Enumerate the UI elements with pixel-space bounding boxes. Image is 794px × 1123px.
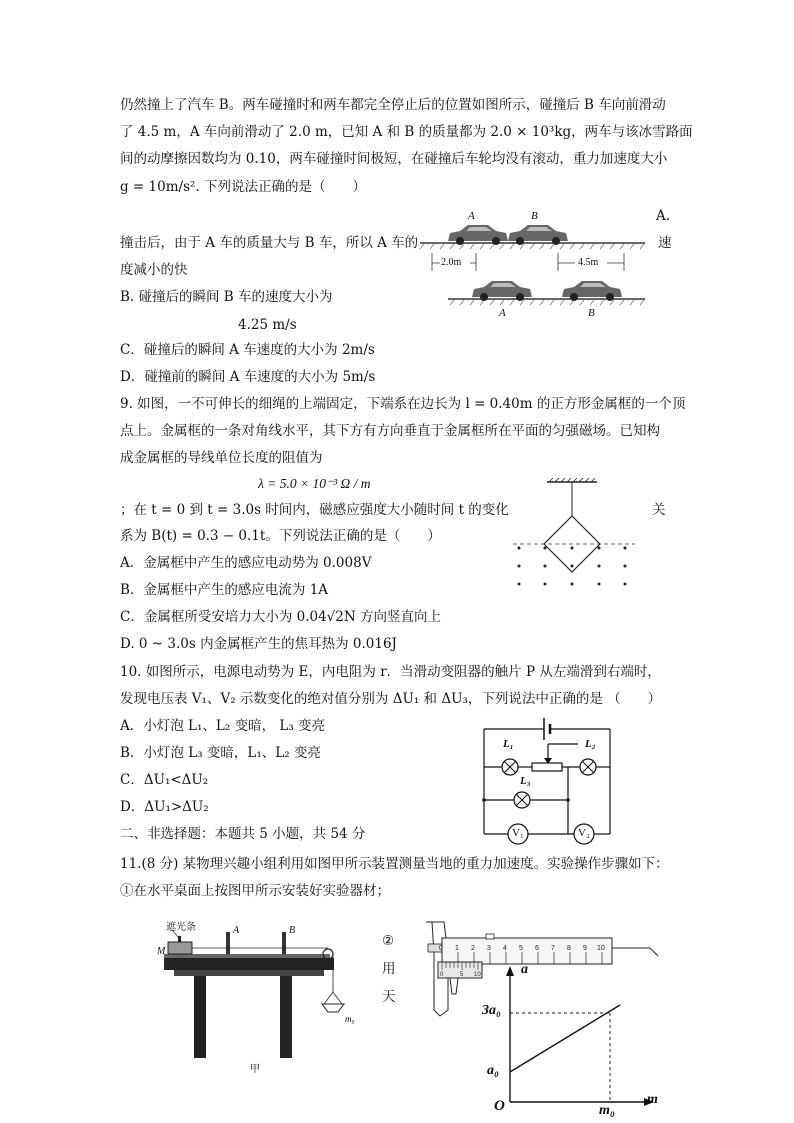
q8-line4: g = 10m/s². 下列说法正确的是（ ） [120, 179, 366, 195]
q11-step1: ①在水平桌面上按图甲所示安装好实验器材； [120, 883, 390, 899]
voltmeter-v2-label: V₂ [578, 827, 590, 839]
q8-line2: 了 4.5 m，A 车向前滑动了 2.0 m，已知 A 和 B 的质量都为 2.0 × 10³kg，两车与该冰雪路面 [120, 124, 693, 140]
q10-line1: 10. 如图所示，电源电动势为 E，内电阻为 r．当滑动变阻器的触片 P 从左端滑到右端时， [120, 664, 661, 680]
q10-circuit-figure [478, 714, 618, 842]
q10-option-c: C．ΔU₁<ΔU₂ [120, 772, 209, 788]
car-a-top [448, 225, 508, 245]
svg-text:2: 2 [471, 945, 475, 952]
q9-option-d: D. 0 ~ 3.0s 内金属框产生的焦耳热为 0.016J [120, 636, 397, 652]
q9-option-a: A．金属框中产生的感应电动势为 0.008V [120, 555, 372, 571]
q10-line2: 发现电压表 V₁、V₂ 示数变化的绝对值分别为 ΔU₁ 和 ΔU₃，下列说法中正确的是 （ ） [120, 691, 662, 707]
car-a-bottom-label: A [499, 307, 506, 319]
shade-strip-label: 遮光条 [166, 922, 196, 933]
q11-line1: 11.(8 分) 某物理兴趣小组利用如图甲所示装置测量当地的重力加速度。实验操作步骤如下： [120, 856, 669, 872]
q9-line2: 点上。金属框的一条对角线水平，其下方有方向垂直于金属框所在平面的匀强磁场。已知构 [120, 423, 660, 439]
svg-text:10: 10 [474, 972, 481, 978]
svg-text:3: 3 [487, 945, 491, 952]
car-a-top-label: A [468, 210, 475, 222]
mass-m0-label: m₀ [345, 1014, 355, 1024]
q8-line3: 间的动摩擦因数均为 0.10，两车碰撞时间极短，在碰撞后车轮均没有滚动，重力加速度大小 [120, 151, 668, 167]
svg-text:4: 4 [503, 945, 507, 952]
car-a-bottom [472, 281, 532, 301]
q9-option-c: C．金属框所受安培力大小为 0.04√2N 方向竖直向上 [120, 609, 441, 625]
q9-line1: 9. 如图，一不可伸长的细绳的上端固定，下端系在边长为 l = 0.40m 的正方形金属框的一个顶 [120, 396, 686, 412]
svg-text:0: 0 [439, 945, 443, 952]
distance-b-label: 4.5m [578, 257, 599, 268]
section-2-heading: 二、非选择题：本题共 5 小题，共 54 分 [120, 826, 366, 842]
q8-option-b-value: 4.25 m/s [238, 317, 297, 333]
q9-line4: ；在 t = 0 到 t = 3.0s 时间内，磁感应强度大小随时间 t 的变化 [120, 502, 509, 518]
graph-x-tick-m0: m₀ [599, 1103, 615, 1118]
lamp-l2-label: L₂ [585, 738, 596, 750]
q11-apparatus-figure [152, 918, 352, 1068]
svg-text:10: 10 [597, 945, 605, 952]
svg-text:1: 1 [455, 945, 459, 952]
q9-frame-figure [505, 478, 645, 593]
q8-option-a-tail: 速 [658, 235, 672, 251]
step2-char-1: ② [382, 933, 395, 949]
q9-line5: 系为 B(t) = 0.3 − 0.1t。下列说法正确的是（ ） [120, 528, 441, 544]
svg-text:7: 7 [551, 945, 555, 952]
step2-char-3: 天 [382, 989, 396, 1005]
q9-line3: 成金属框的导线单位长度的阻值为 [120, 450, 323, 466]
lamp-l3-label: L₃ [520, 775, 531, 787]
svg-text:9: 9 [583, 945, 587, 952]
svg-text:6: 6 [535, 945, 539, 952]
car-b-bottom [562, 281, 622, 301]
graph-y-axis-label: a [521, 962, 528, 977]
q10-option-a: A．小灯泡 L₁、L₂ 变暗， L₃ 变亮 [120, 718, 326, 734]
lamp-l1-label: L₁ [503, 738, 514, 750]
q8-option-a-line1: 撞击后，由于 A 车的质量大与 B 车，所以 A 车的 [120, 235, 419, 251]
q8-option-a-line2: 度减小的快 [120, 262, 188, 278]
voltmeter-v1-label: V₁ [512, 827, 524, 839]
gate-a-label: A [233, 925, 240, 936]
q8-line1: 仍然撞上了汽车 B。两车碰撞时和两车都完全停止后的位置如图所示，碰撞后 B 车向前滑动 [120, 97, 666, 113]
block-m-label: M [157, 946, 166, 957]
graph-y-tick-a0: a₀ [487, 1063, 499, 1078]
graph-origin-label: O [494, 1098, 505, 1114]
graph-x-axis-label: m [647, 1092, 658, 1107]
q9-formula: λ = 5.0 × 10⁻³ Ω / m [258, 476, 371, 491]
q8-option-c: C．碰撞后的瞬间 A 车速度的大小为 2m/s [120, 342, 375, 358]
q11-graph-figure [480, 962, 660, 1112]
q10-option-d: D．ΔU₁>ΔU₂ [120, 799, 209, 815]
car-b-top [508, 225, 568, 245]
q8-option-b-line1: B. 碰撞后的瞬间 B 车的速度大小为 [120, 289, 333, 305]
figure-jia-caption: 甲 [250, 1064, 260, 1075]
distance-a-label: 2.0m [441, 257, 462, 268]
gate-b-label: B [289, 925, 296, 936]
q10-option-b: B．小灯泡 L₃ 变暗，L₁、L₂ 变亮 [120, 745, 321, 761]
svg-text:5: 5 [460, 972, 464, 978]
svg-text:8: 8 [567, 945, 571, 952]
car-b-bottom-label: B [588, 307, 595, 319]
q8-option-d: D．碰撞前的瞬间 A 车速度的大小为 5m/s [120, 369, 376, 385]
q9-line4-tail: 关 [652, 502, 666, 518]
graph-y-tick-3a0: 3a₀ [482, 1003, 501, 1018]
q8-option-a-label: A. [656, 208, 671, 224]
svg-text:5: 5 [519, 945, 523, 952]
step2-char-2: 用 [382, 961, 396, 977]
car-b-top-label: B [531, 210, 538, 222]
a-m-line [510, 1005, 620, 1072]
q9-option-b: B．金属框中产生的感应电流为 1A [120, 582, 329, 598]
svg-text:0: 0 [440, 972, 444, 978]
